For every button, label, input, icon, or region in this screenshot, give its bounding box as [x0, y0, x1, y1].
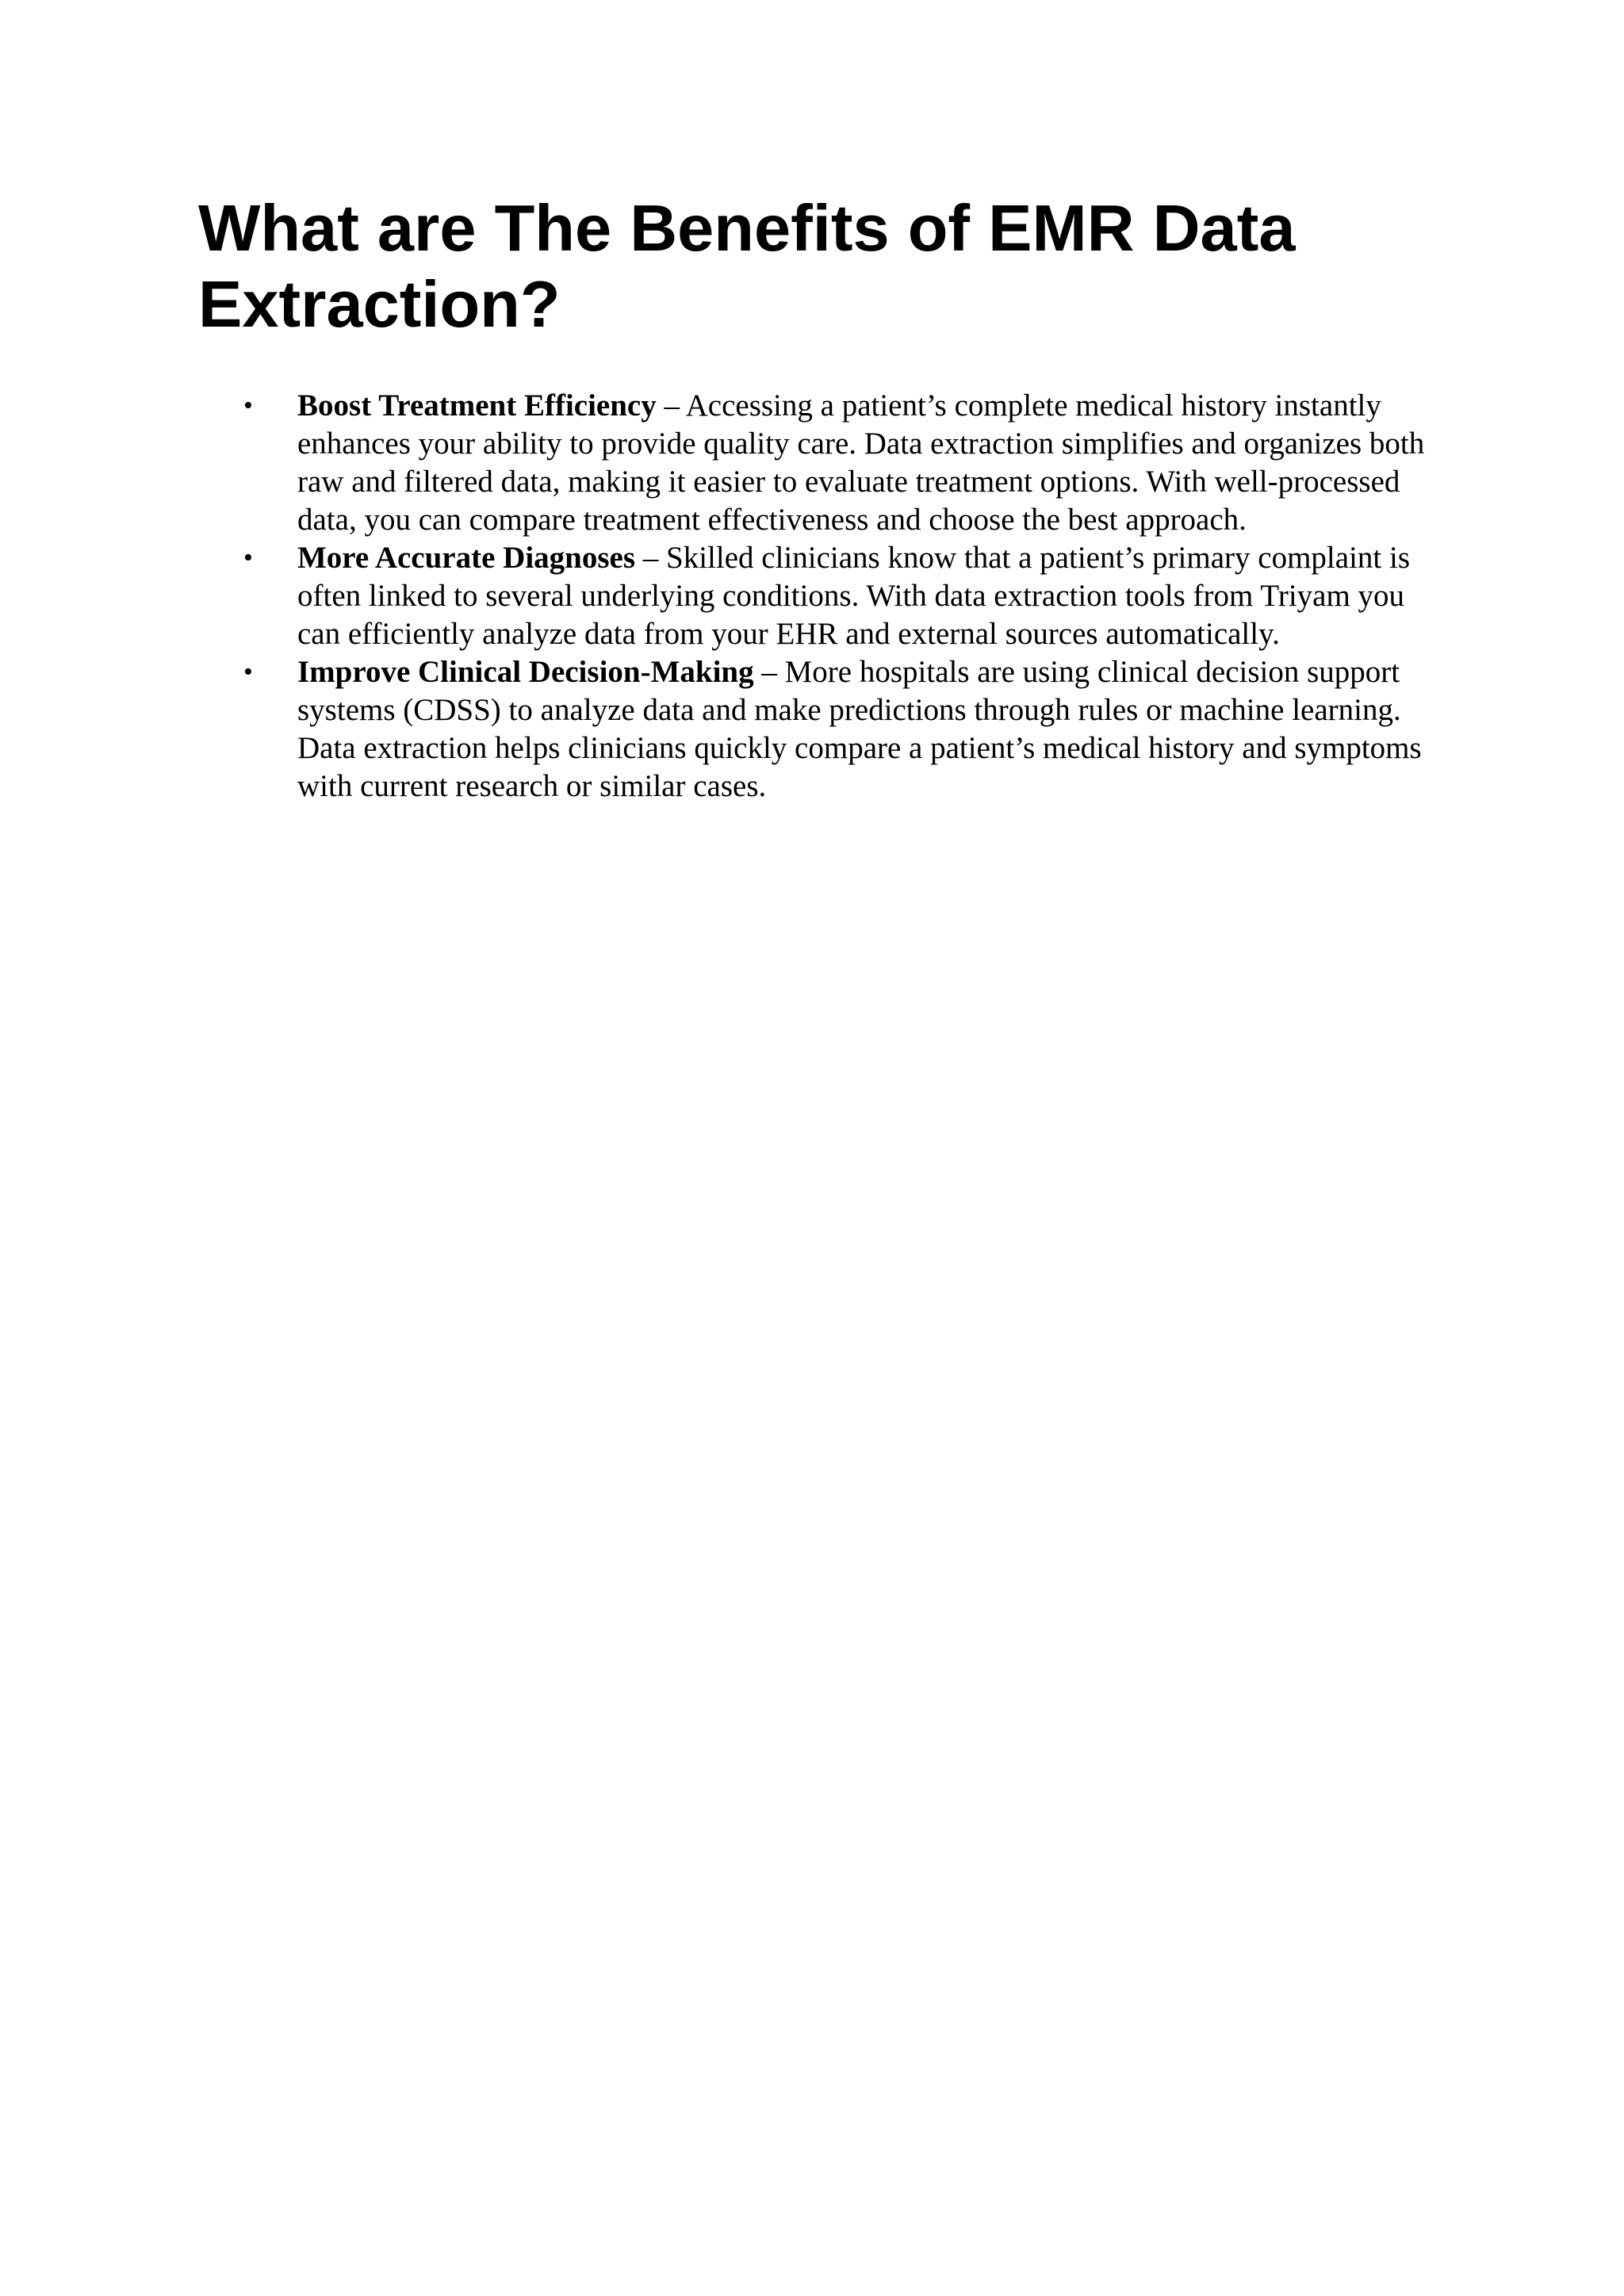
list-item	[198, 387, 1435, 539]
bullet-icon: •	[243, 543, 253, 572]
bullet-title: Boost Treatment Efficiency	[297, 388, 657, 423]
bullet-icon: •	[243, 391, 253, 420]
bullet-text: – Accessing a patient’s complete medical history instantly enhances your ability to provide quality care. Data extraction simplifies and organizes both raw and filtered data, making it easier to evaluate treatment options. With well-processed data, you can compare treatment effectiveness and choose the best approach.	[297, 388, 1425, 537]
bullet-text: – More hospitals are using clinical decision support systems (CDSS) to analyze data and make predictions through rules or machine learning. Data extraction helps clinicians quickly compare a patient’s medical history and symptoms with current research or similar cases.	[297, 655, 1422, 803]
benefits-list	[198, 387, 1435, 806]
bullet-icon: •	[243, 657, 253, 687]
list-item	[198, 539, 1435, 653]
list-item	[198, 653, 1435, 806]
page-title: What are The Benefits of EMR Data Extraction?	[198, 191, 1296, 341]
bullet-title: More Accurate Diagnoses	[297, 541, 636, 575]
bullet-text: – Skilled clinicians know that a patient’s primary complaint is often linked to several underlying conditions. With data extraction tools from Triyam you can efficiently analyze data from your EHR and external sources automatically.	[297, 541, 1410, 651]
bullet-title: Improve Clinical Decision-Making	[297, 655, 754, 689]
